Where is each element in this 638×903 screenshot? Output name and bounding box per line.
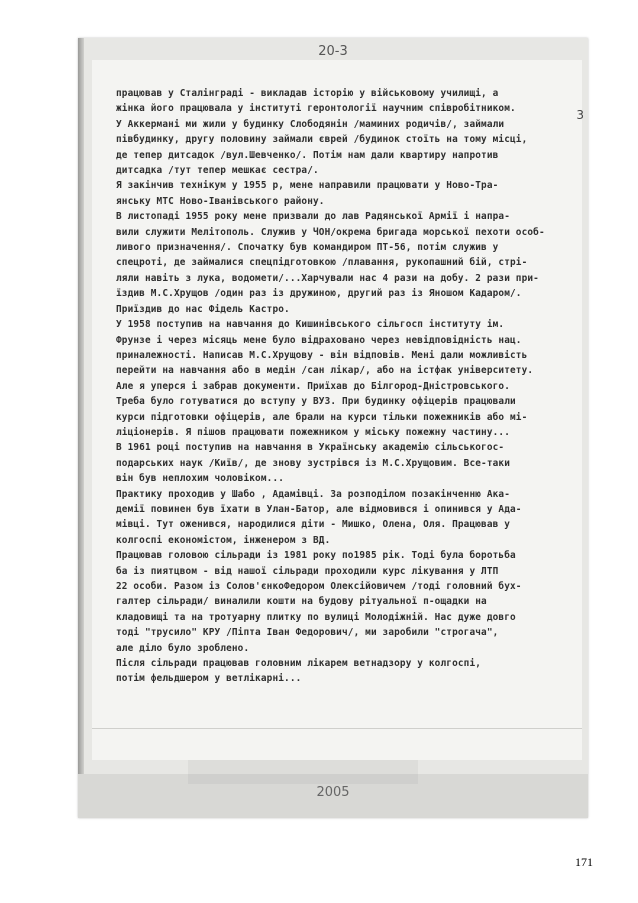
text-line: мівці. Тут оженився, народилися діти - Мишко, Олена, Оля. Працював у [116,519,511,531]
text-line: півбудинку, другу половину займали єврей /будинок стоїть на тому місці, [116,134,528,146]
text-line: працював у Сталінграді - викладав історію у військовому училищі, а [116,88,499,99]
text-line: вили служити Мелітополь. Служив у ЧОН/окрема бригада морської пехоти особ- [116,226,545,238]
text-line: він був неплохим чоловіком... [116,473,285,485]
text-line: тоді "трусило" КРУ /Піпта Іван Федорович/, ми заробили "строгача", [116,627,499,639]
margin-mark: 3 [576,108,584,122]
text-line: де тепер дитсадок /вул.Шевченко/. Потім нам дали квартиру напротив [116,149,499,161]
text-line: В листопаді 1955 року мене призвали до лав Радянської Армії і напра- [116,211,511,223]
text-line: але діло було зроблено. [116,642,250,654]
text-line: ліціонерів. Я пішов працювати пожежником у міську пожежну частину... [116,426,511,438]
text-line: У 1958 поступив на навчання до Кишинівського сільгосп інституту ім. [116,319,505,331]
text-line: дитсадка /тут тепер мешкає сестра/. [116,165,319,177]
text-line: ляли навіть з лука, водомети/...Харчували нас 4 рази на добу. 2 рази при- [116,272,539,284]
text-line: жінка його працювала у інституті геронтології научним співробітником. [116,103,516,115]
handwritten-page-code: 20-3 [318,44,348,59]
text-line: їздив М.С.Хрущов /один раз із дружиною, другий раз із Яношом Кадаром/. [116,288,522,300]
text-line: янську МТС Ново-Іванівського району. [116,195,325,207]
document-photo [78,38,588,818]
handwritten-year: 2005 [316,785,350,800]
text-line: ба із пиятцвом - від нашої сільради проходили курс лікування у ЛТП [116,565,499,577]
text-line: Але я уперся і забрав документи. Приїхав до Білгород-Дністровського. [116,380,511,392]
text-line: Працював головою сільради із 1981 року по1985 рік. Тоді була боротьба [116,550,516,562]
text-line: Після сільради працював головним лікарем ветнадзору у колгоспі, [116,658,482,670]
text-line: приналежності. Написав М.С.Хрущову - він відповів. Мені дали можливість [116,349,528,361]
photo-left-edge [78,38,84,818]
text-line: галтер сільради/ виналили кошти на будову рітуальної п-ощадки на [116,596,487,608]
text-line: колгоспі економістом, інженером з ВД. [116,534,331,546]
page-number: 171 [575,855,593,869]
text-line: Фрунзе і через місяць мене було відраховано через невідповідність нац. [116,334,522,346]
text-line: Приїздив до нас Фідель Кастро. [116,303,290,315]
text-line: Практику проходив у Шабо , Адамівці. За розподілом позакінченню Ака- [116,488,511,500]
text-line: В 1961 році поступив на навчання в Українську академію сільськогос- [116,442,505,454]
text-line: кладовищі та на тротуарну плитку по вулиці Молодіжній. Нас дуже довго [116,611,516,623]
text-line: Треба було готуватися до вступу у ВУЗ. При будинку офіцерів працювали [116,396,516,408]
text-line: потім фельдшером у ветлікарні... [116,673,302,685]
text-line: демії повинен був їхати в Улан-Батор, але відмовився і опинився у Ада- [116,503,522,515]
text-line: Я закінчив технікум у 1955 р, мене направили працювати у Ново-Тра- [116,180,499,192]
paper-crease [92,728,582,729]
faint-bleed-through [188,760,418,784]
text-line: подарських наук /Київ/, де знову зустрівся із М.С.Хрущовим. Все-таки [116,457,511,469]
text-line: У Аккермані ми жили у будинку Слободянін /маминих родичів/, займали [116,118,505,130]
text-line: спецроті, де займалися спецпідготовкою /плавання, рукопашний бій, стрі- [116,257,528,269]
text-line: курси підготовки офіцерів, але брали на курси тільки пожежників або мі- [116,411,528,423]
text-line: 22 особи. Разом із Солов'єнкоФедором Олексійовичем /тоді головний бух- [116,581,522,592]
text-line: ливого призначення/. Спочатку був командиром ПТ-56, потім служив у [116,242,499,254]
text-line: перейти на навчання або в медін /сан лікар/, або на істфак університету. [116,365,534,377]
typewritten-text [116,86,576,687]
